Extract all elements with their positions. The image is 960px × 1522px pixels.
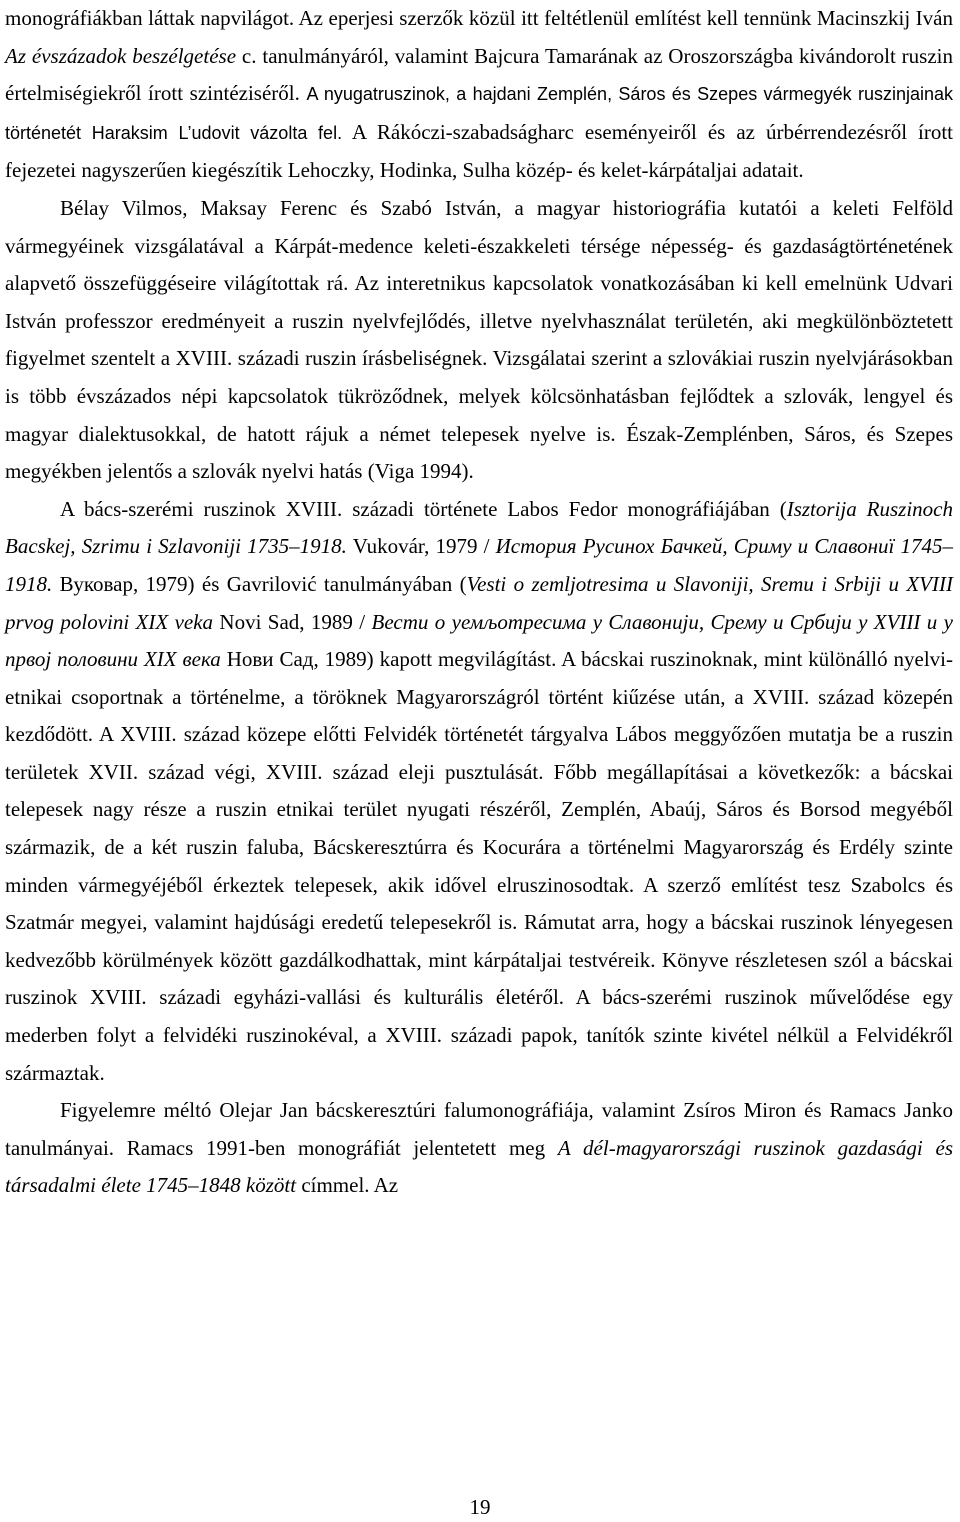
- paragraph-3-text-d: Novi Sad, 1989 /: [213, 609, 372, 634]
- paragraph-1-text-b: c. tanulmányáról, valamint Bajcura Tamarának az Oroszországba kivándorolt ruszin értelmiségiekről írott szintéziséről.: [5, 43, 953, 106]
- paragraph-3-text-b: Vukovár, 1979 /: [346, 534, 496, 559]
- paragraph-3-title-gavrilovic-cyrillic: Вести о уемљотресима у Славонији, Срему и Србији у XVIII и у првој половини XIX века: [5, 609, 953, 672]
- document-page: [5, 0, 953, 1205]
- paragraph-4-title-ramacs: A dél-magyarországi ruszinok gazdasági és társadalmi élete 1745–1848 között: [5, 1135, 953, 1198]
- paragraph-4: [5, 1092, 953, 1205]
- paragraph-1-sans-sentence: A nyugatruszinok, a hajdani Zemplén, Sáros és Szepes vármegyék ruszinjainak történetét Haraksim L’udovit vázolta fel.: [5, 84, 953, 143]
- paragraph-4-text-a: Figyelemre méltó Olejar Jan bácskeresztúri falumonográfiája, valamint Zsíros Miron és Ramacs Janko tanulmányai. Ramacs 1991-ben monográfiát jelentetett meg: [5, 1098, 953, 1160]
- paragraph-1-text-a: monográfiákban láttak napvilágot. Az eperjesi szerzők közül itt feltétlenül említést kell tennünk Macinszkij Iván: [5, 6, 953, 30]
- paragraph-3-title-labos-cyrillic: История Русинох Бачкей, Сриму и Славониї 1745–1918.: [5, 534, 953, 596]
- paragraph-1-text-d: A Rákóczi-szabadságharc eseményeiről és az úrbérrendezésről írott fejezetei nagyszerűen kiegészítik Lehoczky, Hodinka, Sulha közép- és kelet-kárpátaljai adatait.: [5, 119, 954, 183]
- paragraph-3: [5, 491, 953, 1093]
- paragraph-3-text-c: Вуковар, 1979) és Gavrilović tanulmányában (: [52, 571, 467, 596]
- paragraph-1: [5, 0, 953, 190]
- page-number: 19: [469, 1495, 491, 1519]
- paragraph-2: [5, 190, 953, 491]
- paragraph-3-text-a: A bács-szerémi ruszinok XVIII. századi története Labos Fedor monográfiájában (: [60, 496, 787, 521]
- paragraph-2-text: Bélay Vilmos, Maksay Ferenc és Szabó István, a magyar historiográfia kutatói a keleti Felföld vármegyéinek vizsgálatával a Kárpát-medence keleti-északkeleti térsége népesség- és gazdaságtörténetének alapvető összefüggéseire világítottak rá. Az interetnikus kapcsolatok vonatkozásában ki kell emelnünk Udvari István professzor eredményeit a ruszin nyelvfejlődés, illetve nyelvhasználat területén, aki megkülönböztetett figyelmet szentelt a XVIII. századi ruszin írásbeliségnek. Vizsgálatai szerint a szlovákiai ruszin nyelvjárásokban is több évszázados népi kapcsolatok tükröződnek, melyek kölcsönhatásban fejlődtek a szlovák, lengyel és magyar dialektusokkal, de hatott rájuk a német telepesek nyelve is. Észak-Zemplénben, Sáros, és Szepes megyékben jelentős a szlovák nyelvi hatás (Viga 1994).: [5, 195, 953, 484]
- paragraph-4-text-b: címmel. Az: [296, 1173, 399, 1198]
- paragraph-3-title-labos: Isztorija Ruszinoch Bacskej, Szrimu i Szlavoniji 1735–1918.: [5, 496, 953, 559]
- paragraph-3-text-e: Нови Сад, 1989) kapott megvilágítást. A bácskai ruszinoknak, mint különálló nyelvi-etnikai csoportnak a történelme, a töröknek Magyarországról történt kiűzése után, a XVIII. század közepén kezdődött. A XVIII. század közepe előtti Felvidék történetét tárgyalva Lábos meggyőzően mutatja be a ruszin területek XVII. század végi, XVIII. század eleji pusztulását. Főbb megállapításai a következők: a bácskai telepesek nagy része a ruszin etnikai terület nyugati részéről, Zemplén, Abaúj, Sáros és Borsod megyéből származik, de a két ruszin faluba, Bácskeresztúrra és Kocurára a történelmi Magyarország és Erdély szinte minden vármegyéjéből érkeztek telepesek, akik idővel elruszinosodtak. A szerző említést tesz Szabolcs és Szatmár megyei, valamint hajdúsági eredetű telepesekről is. Rámutat arra, hogy a bácskai ruszinok lényegesen kedvezőbb körülmények között gazdálkodhattak, mint kárpátaljai testvéreik. Könyve részletesen szól a bácskai ruszinok XVIII. századi egyházi-vallási és kulturális életéről. A bács-szerémi ruszinok művelődése egy mederben folyt a felvidéki ruszinokéval, a XVIII. századi papok, tanítók szinte kivétel nélkül a Felvidékről származtak.: [5, 647, 953, 1085]
- paragraph-3-title-gavrilovic: Vesti o zemljotresima u Slavoniji, Sremu i Srbiji u XVIII prvog polovini XIX veka: [5, 571, 953, 634]
- paragraph-1-title: Az évszázadok beszélgetése: [5, 43, 237, 68]
